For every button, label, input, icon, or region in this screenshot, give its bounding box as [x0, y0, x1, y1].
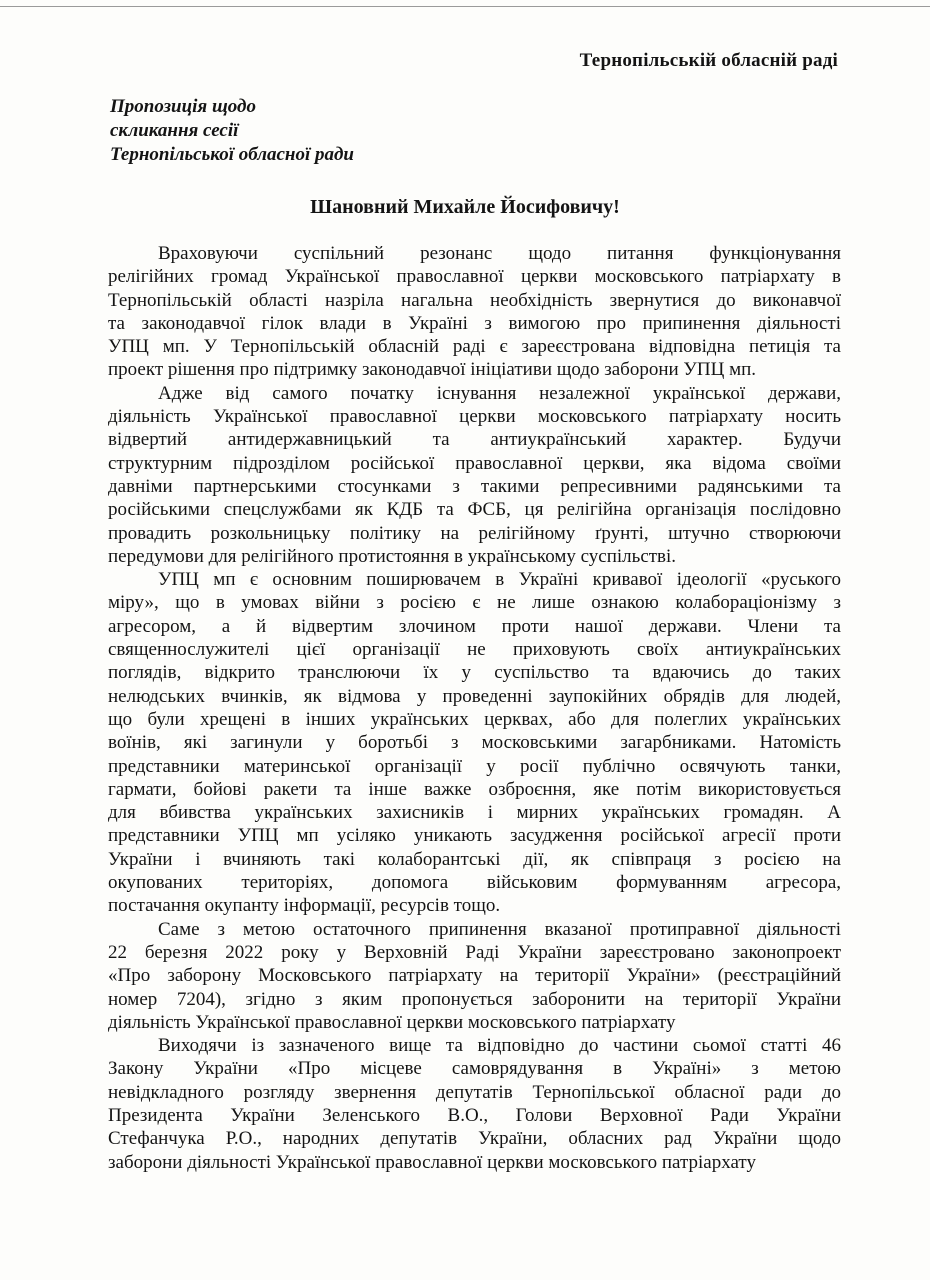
paragraph-line: невідкладного розгляду звернення депутатів Тернопільської обласної ради до: [108, 1081, 841, 1103]
paragraph-line: діяльність Української православної церкви московського патріархату: [108, 1011, 676, 1033]
paragraph-line: Стефанчука Р.О., народних депутатів України, обласних рад України щодо: [108, 1128, 841, 1150]
paragraph-line: та законодавчої гілок влади в Україні з вимогою про припинення діяльності: [108, 312, 841, 334]
paragraph-line: Закону України «Про місцеве самоврядування в Україні» з метою: [108, 1058, 841, 1080]
paragraph: [108, 568, 841, 917]
paragraph-line: давніми партнерськими стосунками з такими репресивними радянськими та: [108, 475, 841, 497]
paragraph-line: проект рішення про підтримку законодавчої ініціативи щодо заборони УПЦ мп.: [108, 359, 757, 381]
scan-edge-line: [0, 6, 930, 7]
paragraph-line: Саме з метою остаточного припинення вказаної протиправної діяльності: [158, 918, 841, 940]
paragraph-line: поглядів, відкрито транслюючи їх у суспільство та вдаючись до таких: [108, 662, 841, 684]
paragraph-line: окупованих територіях, допомога військовим формуванням агресора,: [108, 872, 841, 894]
paragraph-line: України і вчиняють такі колаборантські дії, як співпраця з росією на: [108, 848, 841, 870]
paragraph-line: 22 березня 2022 року у Верховній Раді України зареєстровано законопроект: [108, 941, 841, 963]
paragraph-line: міру», що в умовах війни з росією є не лише ознакою колабораціонізму з: [108, 592, 841, 614]
subject-line: скликання сесії: [110, 120, 239, 141]
paragraph-line: номер 7204), згідно з яким пропонується заборонити на території України: [108, 988, 841, 1010]
paragraph-line: агресором, а й відвертим злочином проти нашої держави. Члени та: [108, 615, 841, 637]
paragraph-line: Виходячи із зазначеного вище та відповідно до частини сьомої статті 46: [158, 1035, 841, 1057]
subject-line: Тернопільської обласної ради: [110, 144, 354, 165]
paragraph-line: «Про заборону Московського патріархату на території України» (реєстраційний: [108, 965, 841, 987]
paragraph: [108, 918, 841, 1034]
paragraph-line: гармати, бойові ракети та інше важке озброєння, яке потім використовується: [108, 778, 841, 800]
paragraph-line: російськими спецслужбами як КДБ та ФСБ, ця релігійна організація послідовно: [108, 499, 841, 521]
paragraph-line: заборони діяльності Української православної церкви московського патріархату: [108, 1151, 756, 1173]
paragraph: [108, 1034, 841, 1174]
paragraph-line: Президента України Зеленського В.О., Голови Верховної Ради України: [108, 1104, 841, 1126]
paragraph-line: передумови для релігійного протистояння в українському суспільстві.: [108, 545, 677, 567]
paragraph-line: Враховуючи суспільний резонанс щодо питання функціонування: [158, 243, 841, 264]
paragraph-line: релігійних громад Української православної церкви московського патріархату в: [108, 266, 841, 288]
paragraph-line: воїнів, які загинули у боротьбі з московськими загарбниками. Натомість: [108, 732, 841, 754]
paragraph: [108, 382, 841, 568]
paragraph-line: діяльність Української православної церкви московського патріархату носить: [108, 406, 841, 428]
salutation: Шановний Михайле Йосифовичу!: [310, 196, 620, 218]
paragraph-line: Тернопільській області назріла нагальна необхідність звернутися до виконавчої: [108, 289, 841, 311]
paragraph-line: нелюдських вчинків, як відмова у проведенні заупокійних обрядів для людей,: [108, 685, 841, 707]
subject-block: [110, 95, 354, 167]
paragraph-line: УПЦ мп. У Тернопільській обласній раді є зареєстрована відповідна петиція та: [108, 336, 841, 358]
paragraph-line: провадить розкольницьку політику на релігійному ґрунті, штучно створюючи: [108, 522, 841, 544]
paragraph-line: структурним підрозділом російської православної церкви, яка відома своїми: [108, 452, 841, 474]
paragraph-line: що були хрещені в інших українських церквах, або для полеглих українських: [108, 708, 841, 730]
paragraph-line: УПЦ мп є основним поширювачем в Україні кривавої ідеології «руського: [158, 569, 841, 591]
paragraph-line: постачання окупанту інформації, ресурсів тощо.: [108, 895, 501, 917]
paragraph-line: представники УПЦ мп усіляко уникають засудження російської агресії проти: [108, 825, 841, 847]
paragraph-line: Адже від самого початку існування незалежної української держави,: [158, 382, 841, 404]
paragraph-line: для вбивства українських захисників і мирних українських громадян. А: [108, 802, 841, 824]
paragraph-line: відвертий антидержавницький та антиукраїнський характер. Будучи: [108, 429, 841, 451]
letter-body: [108, 242, 841, 1174]
addressee: Тернопільській обласній раді: [579, 50, 838, 71]
paragraph: [108, 242, 841, 382]
paragraph-line: представники материнської організації у росії публічно освячують танки,: [108, 755, 841, 777]
paragraph-line: священнослужителі цієї організації не приховують своїх антиукраїнських: [108, 639, 841, 661]
subject-line: Пропозиція щодо: [110, 96, 256, 117]
